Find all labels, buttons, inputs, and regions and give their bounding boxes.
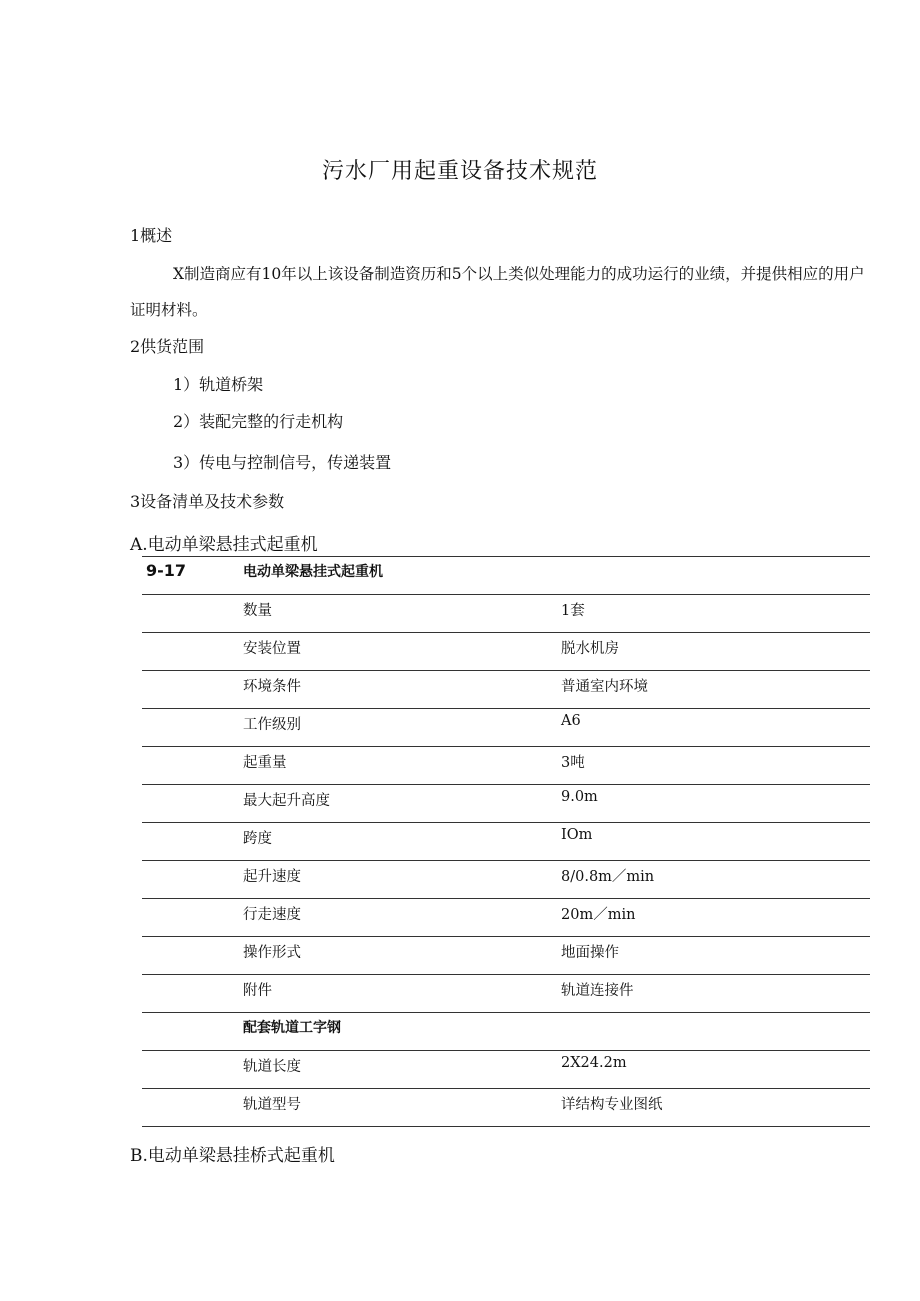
- param-value: A6: [561, 713, 581, 729]
- section-1-heading: 1概述: [130, 226, 173, 245]
- param-label: 行走速度: [243, 907, 301, 923]
- table-subheading-row: [142, 1013, 870, 1051]
- param-label: 工作级别: [243, 717, 301, 733]
- param-label: 起升速度: [243, 869, 301, 885]
- table-row: [142, 861, 870, 899]
- rail-subheading: 配套轨道工字钢: [243, 1020, 341, 1036]
- table-row: [142, 785, 870, 823]
- param-label: 环境条件: [243, 679, 301, 695]
- supply-item-1: 1）轨道桥架: [173, 375, 264, 394]
- param-value: IOm: [561, 827, 593, 843]
- document-title: 污水厂用起重设备技术规范: [321, 159, 598, 184]
- param-value: 轨道连接件: [561, 983, 634, 999]
- section-2-heading: 2供货范围: [130, 337, 205, 356]
- table-row: [142, 899, 870, 937]
- table-row: [142, 823, 870, 861]
- param-label: 轨道型号: [243, 1097, 301, 1113]
- param-label: 数量: [243, 603, 272, 619]
- table-row: [142, 633, 870, 671]
- table-row: [142, 1089, 870, 1127]
- param-value: 1套: [561, 603, 585, 619]
- param-value: 详结构专业图纸: [561, 1097, 663, 1113]
- table-header-row: [142, 556, 870, 595]
- table-row: [142, 747, 870, 785]
- param-value: 3吨: [561, 755, 585, 771]
- equipment-spec-table: [142, 556, 870, 1127]
- table-row: [142, 671, 870, 709]
- subsection-a-heading: A.电动单梁悬挂式起重机: [130, 535, 318, 555]
- table-row: [142, 595, 870, 633]
- param-label: 安装位置: [243, 641, 301, 657]
- param-label: 起重量: [243, 755, 287, 771]
- param-label: 附件: [243, 983, 272, 999]
- equipment-id: 9-17: [146, 561, 187, 580]
- section-1-paragraph: X制造商应有10年以上该设备制造资历和5个以上类似处理能力的成功运行的业绩，并提供相应的用户证明材料。: [130, 265, 865, 319]
- param-label: 跨度: [243, 831, 272, 847]
- param-value: 2X24.2m: [561, 1055, 627, 1071]
- table-row: [142, 937, 870, 975]
- param-label: 操作形式: [243, 945, 301, 961]
- supply-item-3: 3）传电与控制信号，传递装置: [173, 453, 392, 472]
- table-row: [142, 975, 870, 1013]
- subsection-b-heading: B.电动单梁悬挂桥式起重机: [130, 1146, 335, 1166]
- param-value: 9.0m: [561, 789, 598, 805]
- section-3-heading: 3设备清单及技术参数: [130, 492, 285, 511]
- param-value: 地面操作: [561, 945, 619, 961]
- param-value: 8/0.8m／min: [561, 869, 655, 885]
- param-label: 最大起升高度: [243, 793, 330, 809]
- param-label: 轨道长度: [243, 1059, 301, 1075]
- supply-item-2: 2）装配完整的行走机构: [173, 412, 344, 431]
- table-row: [142, 1051, 870, 1089]
- equipment-name: 电动单梁悬挂式起重机: [243, 564, 383, 580]
- table-row: [142, 709, 870, 747]
- param-value: 20m／min: [561, 907, 636, 923]
- param-value: 脱水机房: [561, 641, 619, 657]
- param-value: 普通室内环境: [561, 679, 648, 695]
